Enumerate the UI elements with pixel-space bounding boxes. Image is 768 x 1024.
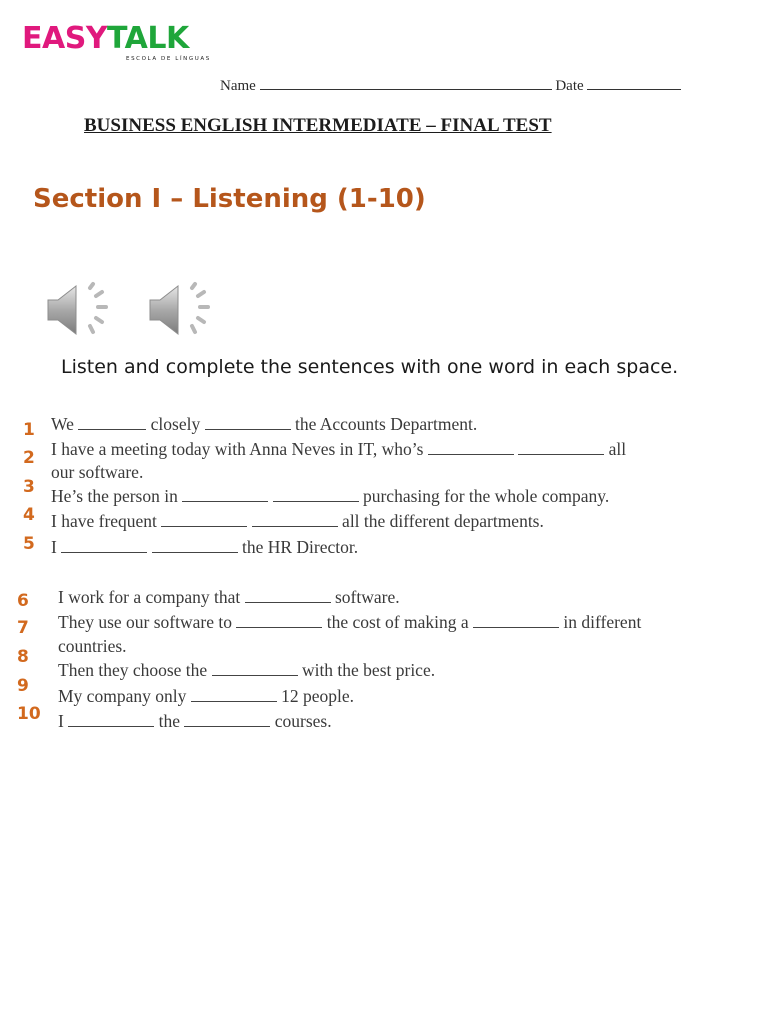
logo-easy: EASY [22,21,108,56]
date-field[interactable] [587,77,681,90]
name-label: Name [220,78,256,94]
question-number: 9 [17,676,29,696]
sentence-8: Then they choose the with the best price. [58,660,436,680]
answer-blank[interactable] [152,542,238,553]
instructions: Listen and complete the sentences with one word in each space. [61,356,679,378]
answer-blank[interactable] [252,516,338,527]
sentence-3: He’s the person in purchasing for the whole company. [51,486,610,506]
answer-blank[interactable] [61,542,147,553]
sentence-10: I the courses. [58,711,332,731]
answer-blank[interactable] [273,491,359,502]
logo-tagline: ESCOLA DE LÍNGUAS [126,56,211,62]
easytalk-logo [22,20,222,70]
question-number: 5 [23,534,35,554]
sentence-9: My company only 12 people. [58,686,354,706]
sentence-5: I the HR Director. [51,537,359,557]
answer-blank[interactable] [78,419,146,430]
sentence-1: We closely the Accounts Department. [51,414,478,434]
logo-talk: TALK [107,21,189,56]
speaker-icon[interactable] [146,280,216,340]
answer-blank[interactable] [191,691,277,702]
question-number: 8 [17,647,29,667]
question-number: 10 [17,704,41,724]
question-number: 3 [23,477,35,497]
sentence-4: I have frequent all the different departments. [51,511,544,531]
sentence-2-continued: our software. [51,462,144,482]
date-label: Date [555,78,584,94]
sentence-7: They use our software to the cost of making a in different [58,612,642,632]
question-number: 4 [23,505,35,525]
answer-blank[interactable] [518,444,604,455]
question-number: 1 [23,420,35,440]
section-title: Section I – Listening (1-10) [33,184,426,214]
question-number: 6 [17,591,29,611]
speaker-icon[interactable] [44,280,114,340]
answer-blank[interactable] [68,716,154,727]
answer-blank[interactable] [205,419,291,430]
sentence-2: I have a meeting today with Anna Neves in IT, who’s all [51,439,627,459]
answer-blank[interactable] [428,444,514,455]
answer-blank[interactable] [161,516,247,527]
question-number: 7 [17,618,29,638]
answer-blank[interactable] [473,617,559,628]
answer-blank[interactable] [182,491,268,502]
name-date-line [220,77,681,95]
answer-blank[interactable] [245,592,331,603]
test-title: BUSINESS ENGLISH INTERMEDIATE – FINAL TEST [84,115,552,136]
sentence-6: I work for a company that software. [58,587,400,607]
name-field[interactable] [260,77,552,90]
answer-blank[interactable] [212,665,298,676]
answer-blank[interactable] [184,716,270,727]
sentence-7-continued: countries. [58,636,127,656]
answer-blank[interactable] [236,617,322,628]
question-number: 2 [23,448,35,468]
